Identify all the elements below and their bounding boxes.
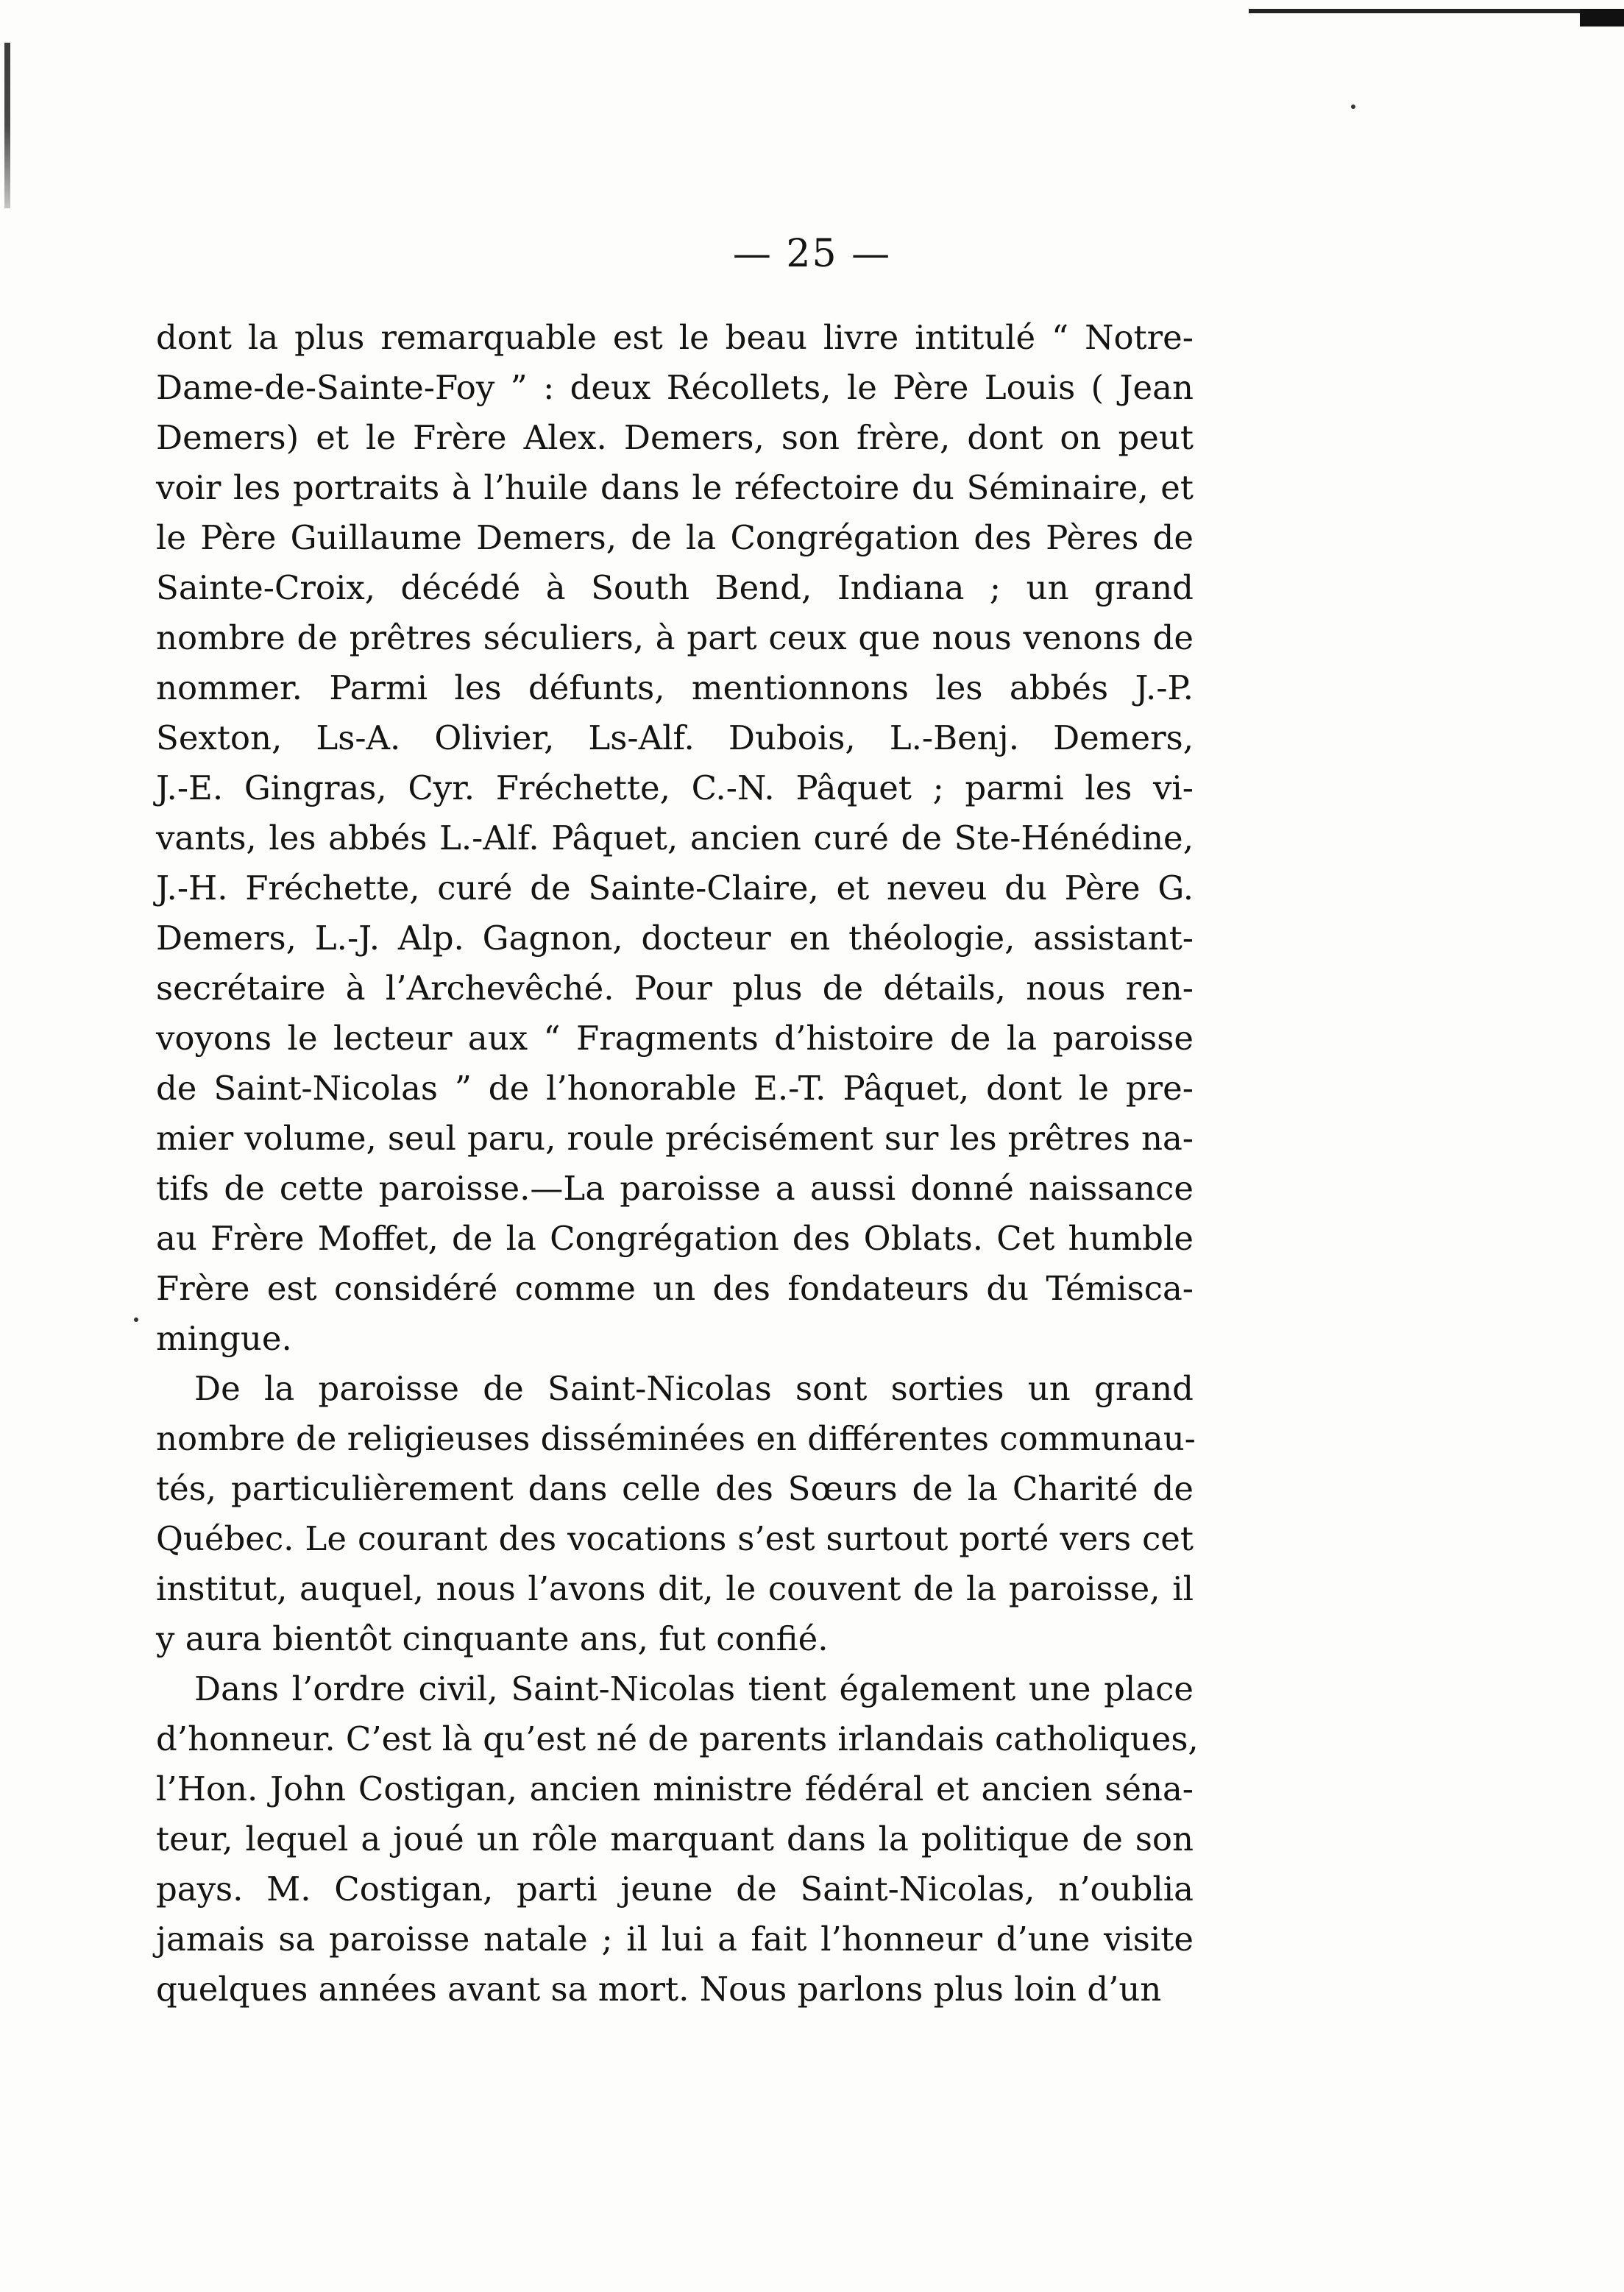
text-line: Québec. Le courant des vocations s’est surtout porté vers cet: [156, 1519, 1194, 1558]
text-line: J.-H. Fréchette, curé de Sainte-Claire, et neveu du Père G.: [156, 869, 1194, 908]
text-line: d’honneur. C’est là qu’est né de parents irlandais catholiques,: [156, 1719, 1199, 1758]
text-line: nommer. Parmi les défunts, mentionnons les abbés J.-P.: [156, 668, 1194, 707]
text-line: De la paroisse de Saint-Nicolas sont sorties un grand: [194, 1369, 1194, 1408]
text-line: vants, les abbés L.-Alf. Pâquet, ancien curé de Ste-Hénédine,: [156, 818, 1194, 857]
text-line: Frère est considéré comme un des fondateurs du Témisca-: [156, 1269, 1194, 1308]
text-line: dont la plus remarquable est le beau livre intitulé “ Notre-: [156, 318, 1194, 357]
text-line: quelques années avant sa mort. Nous parlons plus loin d’un: [156, 1970, 1162, 2009]
text-line: de Saint-Nicolas ” de l’honorable E.-T. Pâquet, dont le pre-: [156, 1069, 1194, 1108]
text-line: Demers) et le Frère Alex. Demers, son frère, dont on peut: [156, 418, 1194, 457]
text-line: teur, lequel a joué un rôle marquant dans la politique de son: [156, 1819, 1194, 1858]
paragraph: [156, 313, 1194, 1364]
text-line: tifs de cette paroisse.—La paroisse a aussi donné naissance: [156, 1169, 1194, 1208]
text-line: le Père Guillaume Demers, de la Congrégation des Pères de: [156, 518, 1194, 557]
text-line: tés, particulièrement dans celle des Sœurs de la Charité de: [156, 1469, 1194, 1508]
text-line: mier volume, seul paru, roule précisément sur les prêtres na-: [156, 1119, 1194, 1158]
text-line: Demers, L.-J. Alp. Gagnon, docteur en théologie, assistant-: [156, 919, 1194, 958]
text-line: l’Hon. John Costigan, ancien ministre fédéral et ancien séna-: [156, 1769, 1194, 1808]
text-line: Dans l’ordre civil, Saint-Nicolas tient également une place: [194, 1669, 1194, 1708]
scan-speck: [134, 1317, 138, 1322]
text-line: y aura bientôt cinquante ans, fut confié.: [156, 1619, 829, 1658]
text-line: J.-E. Gingras, Cyr. Fréchette, C.-N. Pâquet ; parmi les vi-: [156, 768, 1194, 807]
paragraph: [156, 1364, 1194, 1664]
text-line: nombre de prêtres séculiers, à part ceux que nous venons de: [156, 618, 1194, 657]
text-line: voyons le lecteur aux “ Fragments d’histoire de la paroisse: [156, 1019, 1194, 1058]
scan-speck: [1351, 105, 1355, 109]
text-line: Sainte-Croix, décédé à South Bend, Indiana ; un grand: [156, 568, 1194, 607]
text-line: mingue.: [156, 1319, 292, 1358]
text-line: Sexton, Ls-A. Olivier, Ls-Alf. Dubois, L.-Benj. Demers,: [156, 718, 1194, 757]
scan-edge-artifact: [4, 43, 10, 208]
paragraph: [156, 1664, 1199, 2015]
scan-edge-artifact: [1580, 9, 1624, 26]
text-line: institut, auquel, nous l’avons dit, le couvent de la paroisse, il: [156, 1569, 1194, 1608]
text-line: nombre de religieuses disséminées en différentes communau-: [156, 1419, 1196, 1458]
text-line: voir les portraits à l’huile dans le réfectoire du Séminaire, et: [156, 468, 1194, 507]
scan-edge-artifact: [1249, 9, 1624, 13]
text-line: Dame-de-Sainte-Foy ” : deux Récollets, le Père Louis ( Jean: [156, 368, 1194, 407]
text-line: au Frère Moffet, de la Congrégation des Oblats. Cet humble: [156, 1219, 1194, 1258]
page-number: — 25 —: [732, 232, 892, 276]
text-line: jamais sa paroisse natale ; il lui a fait l’honneur d’une visite: [156, 1920, 1194, 1959]
text-line: secrétaire à l’Archevêché. Pour plus de détails, nous ren-: [156, 969, 1194, 1008]
text-line: pays. M. Costigan, parti jeune de Saint-Nicolas, n’oublia: [156, 1870, 1194, 1909]
body-text: [156, 313, 1199, 2015]
